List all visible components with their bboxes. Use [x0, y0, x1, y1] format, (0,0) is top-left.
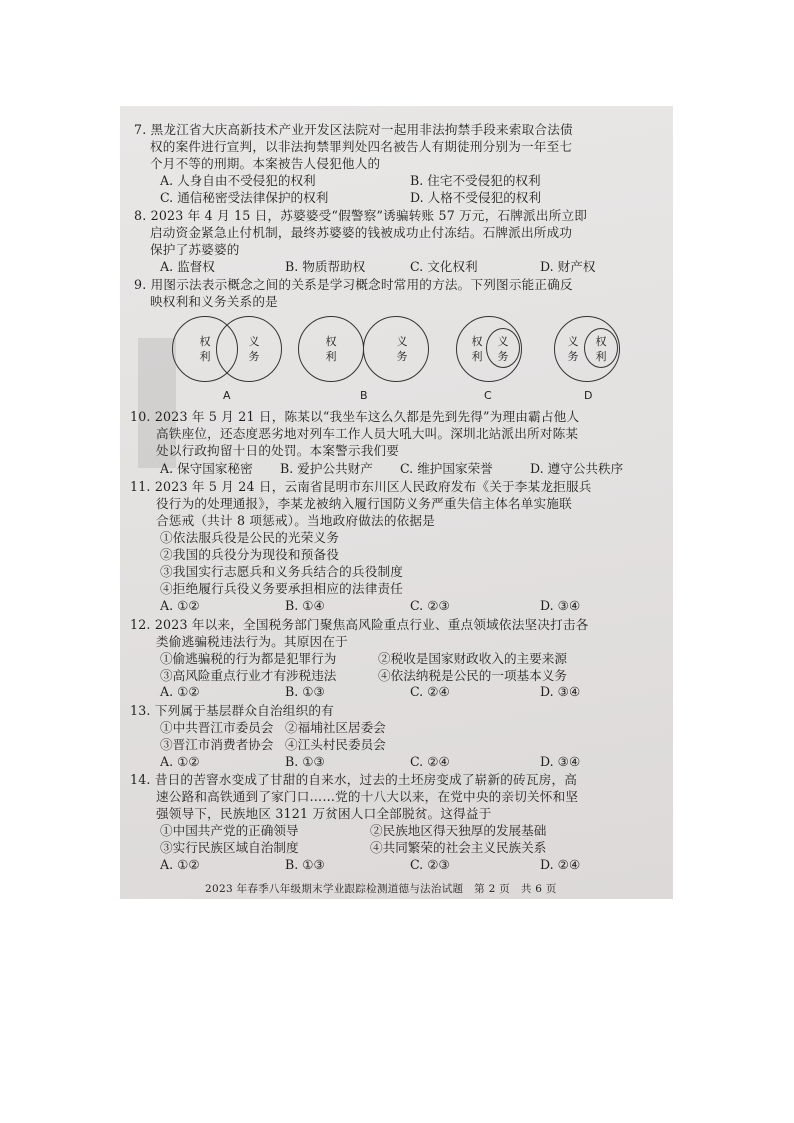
q12-item-1: ①偷逃骗税的行为都是犯罪行为	[160, 651, 337, 666]
diagram-a-wu: 务	[248, 350, 260, 363]
q13-option-b: B. ①③	[285, 754, 325, 769]
diagram-a-li: 利	[199, 350, 211, 363]
q12-option-d: D. ③④	[540, 684, 581, 699]
q11-item: ③我国实行志愿兵和义务兵结合的兵役制度	[160, 564, 404, 579]
diagram-d-wu: 务	[567, 350, 579, 363]
diagram-d-label: D	[584, 389, 593, 402]
q12-item-4: ④依法纳税是公民的一项基本义务	[378, 668, 567, 683]
q13-option-c: C. ②④	[410, 754, 450, 769]
q11-line: 11. 2023 年 5 月 24 日，云南省昆明市东川区人民政府发布《关于李某龙拒服兵	[130, 479, 592, 494]
page-footer: 2023 年春季八年级期末学业跟踪检测道德与法治试题 第 2 页 共 6 页	[205, 883, 557, 895]
diagram-b-yi: 义	[396, 335, 408, 348]
q10-option-c: C. 维护国家荣誉	[400, 461, 493, 476]
rights-circle	[298, 316, 364, 382]
q8-option-d: D. 财产权	[540, 259, 596, 274]
diagram-a-yi: 义	[248, 335, 260, 348]
q14-option-b: B. ①③	[285, 857, 325, 872]
q13-option-d: D. ③④	[540, 754, 581, 769]
q14-item-3: ③实行民族区域自治制度	[160, 840, 299, 855]
q11-item: ①依法服兵役是公民的光荣义务	[160, 530, 340, 545]
q8-line: 8. 2023 年 4 月 15 日，苏婆婆受“假警察”诱骗转账 57 万元，石牌派出所立即	[134, 208, 588, 223]
q12-item-2: ②税收是国家财政收入的主要来源	[378, 651, 567, 666]
diagram-c-label: C	[484, 389, 492, 402]
diagram-c-quan: 权	[471, 335, 483, 348]
q10-option-a: A. 保守国家秘密	[160, 461, 253, 476]
q10-option-d: D. 遵守公共秩序	[530, 461, 624, 476]
duties-circle	[363, 316, 429, 382]
q7-option-a: A. 人身自由不受侵犯的权利	[160, 173, 316, 188]
q11-option-a: A. ①②	[160, 598, 200, 613]
q14-item-2: ②民族地区得天独厚的发展基础	[370, 823, 547, 838]
q10-line: 10. 2023 年 5 月 21 日，陈某以“我坐车这么久都是先到先得”为理由霸占他人	[130, 409, 580, 424]
q8-line: 保护了苏婆婆的	[150, 242, 240, 257]
q12-option-a: A. ①②	[160, 684, 200, 699]
q13-item-4: ④江头村民委员会	[285, 737, 386, 752]
q13-option-a: A. ①②	[160, 754, 200, 769]
diagram-b-wu: 务	[396, 350, 408, 363]
q8-option-b: B. 物质帮助权	[285, 259, 366, 274]
q10-line: 高铁座位，还态度恶劣地对列车工作人员大吼大叫。深圳北站派出所对陈某	[156, 426, 579, 441]
q11-line: 合惩戒（共计 8 项惩戒）。当地政府做法的依据是	[156, 513, 435, 528]
diagram-c-li: 利	[471, 350, 483, 363]
q7-option-d: D. 人格不受侵犯的权利	[410, 190, 541, 205]
q7-option-c: C. 通信秘密受法律保护的权利	[160, 190, 329, 205]
q8-option-a: A. 监督权	[160, 259, 215, 274]
q7-line: 个月不等的刑期。本案被告人侵犯他人的	[150, 156, 381, 171]
exam-page-photo	[120, 106, 673, 899]
q14-option-d: D. ②④	[540, 857, 581, 872]
diagram-d-li: 利	[595, 350, 607, 363]
diagram-b-label: B	[360, 389, 368, 402]
q14-line: 速公路和高铁通到了家门口……党的十八大以来，在党中央的亲切关怀和坚	[156, 789, 579, 804]
diagram-d-yi: 义	[567, 335, 579, 348]
q12-option-b: B. ①③	[285, 684, 325, 699]
q9-line: 映权利和义务关系的是	[150, 294, 278, 309]
q11-option-d: D. ③④	[540, 598, 581, 613]
q12-line: 12. 2023 年以来，全国税务部门聚焦高风险重点行业、重点领域依法坚决打击各	[130, 617, 589, 632]
q11-item: ②我国的兵役分为现役和预备役	[160, 547, 340, 562]
q13-line: 13. 下列属于基层群众自治组织的有	[130, 703, 334, 718]
q14-line: 14. 昔日的苦窨水变成了甘甜的自来水，过去的土坯房变成了崭新的砖瓦房，高	[130, 772, 578, 787]
q10-line: 处以行政拘留十日的处罚。本案警示我们要	[156, 443, 400, 458]
q13-item-3: ③晋江市消费者协会	[160, 737, 274, 752]
diagram-a-label: A	[223, 389, 231, 402]
q7-option-b: B. 住宅不受侵犯的权利	[410, 173, 541, 188]
q11-item: ④拒绝履行兵役义务要承担相应的法律责任	[160, 581, 404, 596]
q14-option-a: A. ①②	[160, 857, 200, 872]
q13-item-1: ①中共晋江市委员会	[160, 720, 274, 735]
q11-option-b: B. ①④	[285, 598, 325, 613]
q9-line: 9. 用图示法表示概念之间的关系是学习概念时常用的方法。下列图示能正确反	[134, 277, 573, 292]
q12-option-c: C. ②④	[410, 684, 450, 699]
diagram-b-quan: 权	[325, 335, 337, 348]
q10-option-b: B. 爱护公共财产	[280, 461, 373, 476]
q7-line: 权的案件进行宣判，以非法拘禁罪判处四名被告人有期徒刑分别为一年至七	[150, 139, 573, 154]
q8-option-c: C. 文化权利	[410, 259, 478, 274]
q7-line: 7. 黑龙江省大庆高新技术产业开发区法院对一起用非法拘禁手段来索取合法债	[134, 122, 573, 137]
q14-item-1: ①中国共产党的正确领导	[160, 823, 299, 838]
diagram-c-wu: 务	[497, 350, 509, 363]
diagram-a-quan: 权	[199, 335, 211, 348]
duties-circle	[216, 316, 282, 382]
q11-line: 役行为的处理通报》，李某龙被纳入履行国防义务严重失信主体名单实施联	[156, 496, 572, 511]
q14-item-4: ④共同繁荣的社会主义民族关系	[370, 840, 547, 855]
diagram-d-quan: 权	[595, 335, 607, 348]
diagram-c-yi: 义	[497, 335, 509, 348]
q12-item-3: ③高风险重点行业才有涉税违法	[160, 668, 337, 683]
q8-line: 启动资金紧急止付机制，最终苏婆婆的钱被成功止付冻结。石牌派出所成功	[150, 225, 573, 240]
q14-line: 强领导下，民族地区 3121 万贫困人口全部脱贫。这得益于	[156, 806, 492, 821]
diagram-b-li: 利	[325, 350, 337, 363]
q12-line: 类偷逃骗税违法行为。其原因在于	[156, 634, 348, 649]
q14-option-c: C. ②③	[410, 857, 450, 872]
q13-item-2: ②福埔社区居委会	[285, 720, 386, 735]
q11-option-c: C. ②③	[410, 598, 450, 613]
